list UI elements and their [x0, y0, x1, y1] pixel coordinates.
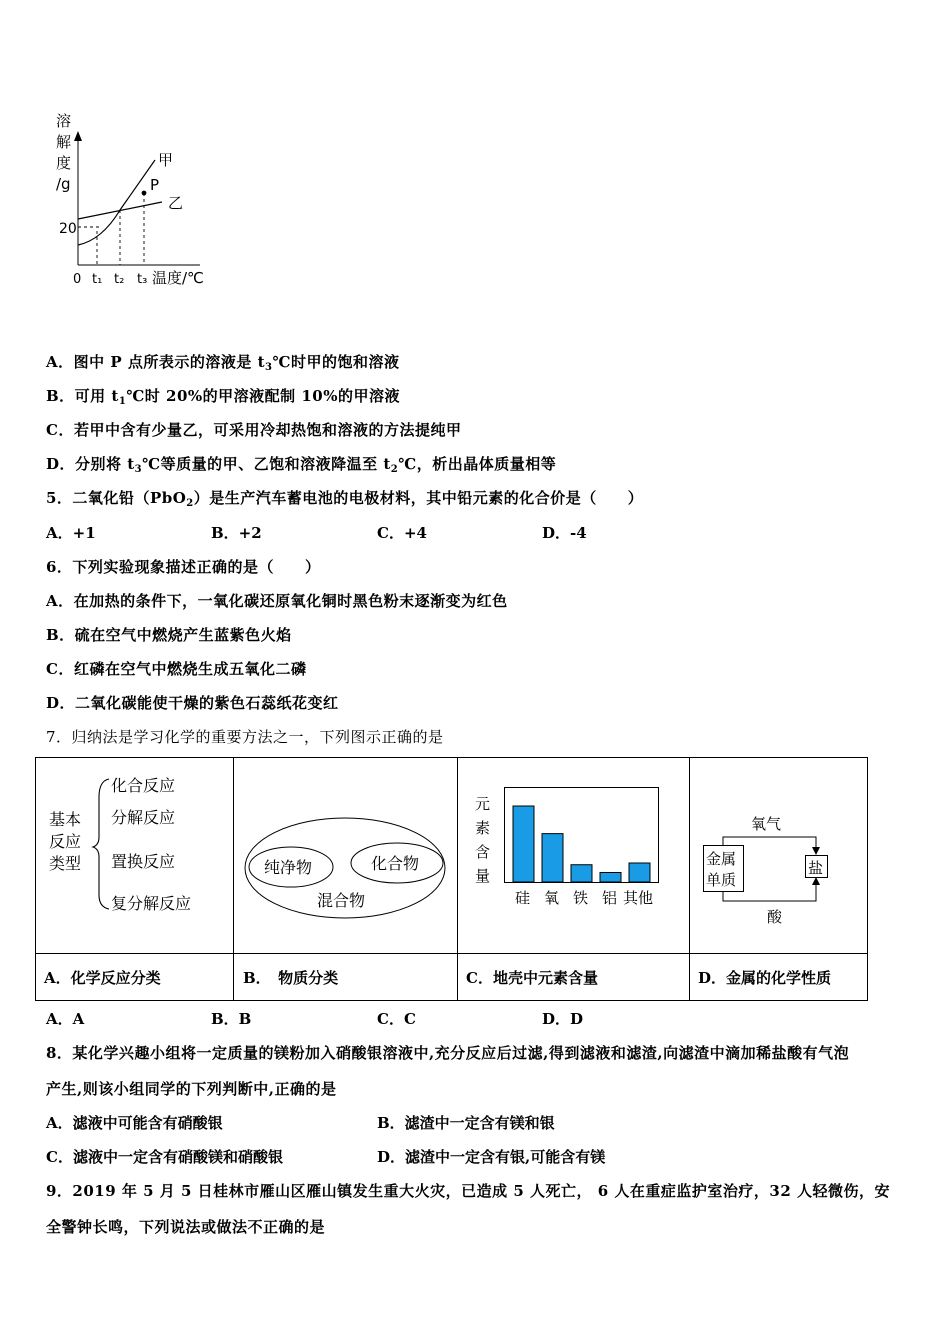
fig-a-item: 分解反应: [111, 808, 176, 827]
graph-ylabel-char: 解: [56, 133, 72, 151]
fig-a-item: 化合反应: [111, 776, 176, 795]
fig-b-caption: B． 物质分类: [243, 969, 339, 987]
curve-yi-label: 乙: [168, 194, 184, 212]
fig-a-brace: [93, 779, 109, 909]
graph-y-tick: 20: [59, 221, 77, 237]
graph-x-tick: t₃: [137, 272, 148, 287]
q5-option-a: A．+1: [46, 524, 96, 542]
fig-b-outer-label: 混合物: [317, 891, 366, 910]
fig-c-bars: [513, 806, 650, 882]
q4-option-a: A．图中 P 点所表示的溶液是 $t_3℃$时甲的饱和溶液: [46, 353, 400, 373]
point-p: [142, 191, 147, 196]
graph-ylabel-char: 度: [56, 154, 72, 172]
q7-figure-table: [35, 757, 868, 1001]
graph-ylabel-char: /g: [56, 175, 71, 193]
curve-jia: [78, 160, 155, 245]
fig-d-metal-label: 金属: [706, 850, 737, 868]
fig-c-ylabel-char: 素: [475, 819, 491, 837]
fig-d-bottom-arrowhead: [812, 877, 820, 885]
fig-b-right-label: 化合物: [371, 854, 420, 873]
q7-option-d: D．D: [542, 1010, 584, 1028]
bar-label-0: 硅: [515, 889, 531, 907]
bar-label-2: 铁: [573, 889, 589, 907]
q4-option-b: B．可用 $t_1℃$时 20%的甲溶液配制 10%的甲溶液: [46, 387, 400, 407]
bar-3: [600, 873, 621, 883]
graph-ylabel-char: 溶: [56, 112, 72, 130]
q6-option-a: A．在加热的条件下，一氧化碳还原氧化铜时黑色粉末逐渐变为红色: [46, 592, 508, 610]
graph-x-tick: 0: [73, 272, 82, 287]
fig-a-caption: A．化学反应分类: [44, 969, 161, 987]
q7-option-a: A．A: [46, 1010, 85, 1028]
fig-d-salt-label: 盐: [808, 859, 824, 877]
fig-c-ylabel-char: 含: [475, 843, 491, 861]
fig-c-ylabel-char: 量: [475, 867, 491, 885]
curve-jia-label: 甲: [158, 151, 174, 169]
q6-option-b: B．硫在空气中燃烧产生蓝紫色火焰: [46, 626, 292, 644]
point-p-label: P: [150, 176, 160, 194]
bar-0: [513, 806, 534, 882]
fig-a-group-label: 反应: [49, 832, 82, 851]
q8-option-c: C．滤液中一定含有硝酸镁和硝酸银: [46, 1148, 283, 1166]
q6-option-d: D．二氧化碳能使干燥的紫色石蕊纸花变红: [46, 694, 339, 712]
q5-stem: 5．二氧化铅（PbO$_2$）是生产汽车蓄电池的电极材料，其中铅元素的化合价是（ ）: [46, 489, 644, 509]
fig-a-group-label: 类型: [49, 854, 82, 873]
fig-d-caption: D．金属的化学性质: [698, 969, 832, 987]
fig-a-item: 置换反应: [111, 852, 176, 871]
fig-d-top-arrowhead: [812, 847, 820, 855]
fig-d-bottom-arrow: [723, 879, 816, 901]
bar-label-3: 铝: [602, 889, 618, 907]
graph-y-arrow: [74, 131, 82, 141]
graph-x-tick: t₁: [92, 272, 103, 287]
q8-option-a: A．滤液中可能含有硝酸银: [46, 1114, 223, 1132]
q8-option-b: B．滤渣中一定含有镁和银: [377, 1114, 555, 1132]
q4-option-d: D．分别将 $t_3℃$等质量的甲、乙饱和溶液降温至 $t_2℃$，析出晶体质量相等: [46, 455, 557, 475]
fig-d-bottom-label: 酸: [767, 908, 783, 926]
q7-stem: 7．归纳法是学习化学的重要方法之一，下列图示正确的是: [46, 728, 444, 746]
fig-a-item: 复分解反应: [111, 894, 192, 913]
fig-c-ylabel-char: 元: [475, 795, 491, 813]
q5-option-b: B．+2: [211, 524, 262, 542]
q6-stem: 6．下列实验现象描述正确的是（ ）: [46, 558, 321, 576]
q5-option-d: D．-4: [542, 524, 587, 542]
bar-label-4: 其他: [623, 889, 654, 907]
fig-a-group-label: 基本: [49, 810, 82, 829]
bar-4: [629, 863, 650, 882]
fig-c-caption: C．地壳中元素含量: [466, 969, 598, 987]
q9-stem-line2: 全警钟长鸣，下列说法或做法不正确的是: [46, 1218, 326, 1236]
q4-option-c: C．若甲中含有少量乙，可采用冷却热饱和溶液的方法提纯甲: [46, 421, 462, 439]
bar-label-1: 氧: [544, 889, 560, 907]
q7-option-b: B．B: [211, 1010, 252, 1028]
q7-option-c: C．C: [377, 1010, 416, 1028]
q9-stem-line1: 9．2019 年 5 月 5 日桂林市雁山区雁山镇发生重大火灾，已造成 5 人死亡， 6 人在重症监护室治疗，32 人轻微伤，安: [46, 1182, 891, 1200]
q8-stem-line2: 产生,则该小组同学的下列判断中,正确的是: [46, 1080, 337, 1098]
fig-d-top-label: 氧气: [751, 815, 782, 833]
q8-option-d: D．滤渣中一定含有银,可能含有镁: [377, 1148, 606, 1166]
graph-xlabel: 温度/℃: [152, 269, 204, 287]
bar-1: [542, 834, 563, 882]
q8-stem-line1: 8．某化学兴趣小组将一定质量的镁粉加入硝酸银溶液中,充分反应后过滤,得到滤液和滤渣,向滤渣中滴加稀盐酸有气泡: [46, 1044, 850, 1062]
solubility-graph: [40, 105, 220, 295]
bar-2: [571, 865, 592, 882]
fig-c-tick-labels: [515, 889, 653, 907]
graph-x-tick: t₂: [114, 272, 125, 287]
fig-d-metal-label: 单质: [706, 871, 737, 889]
fig-b-left-label: 纯净物: [264, 858, 313, 877]
q5-option-c: C．+4: [377, 524, 427, 542]
q6-option-c: C．红磷在空气中燃烧生成五氧化二磷: [46, 660, 307, 678]
